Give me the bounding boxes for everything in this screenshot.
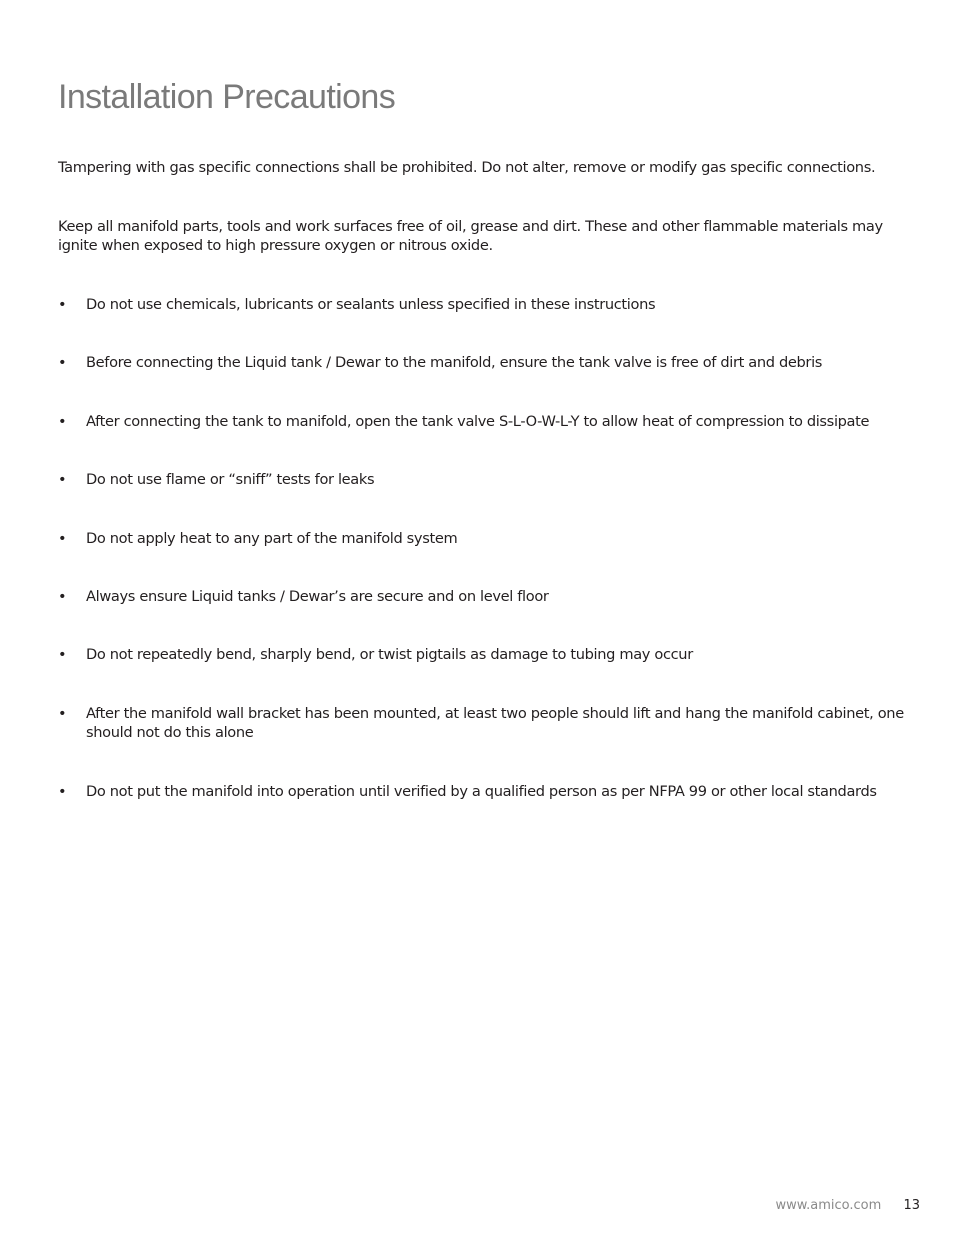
bullet-marker: • [58, 413, 67, 430]
list-item [58, 704, 908, 742]
list-item [58, 587, 908, 606]
bullet-marker: • [58, 588, 67, 605]
bullet-marker: • [58, 783, 67, 800]
list-item-text: Before connecting the Liquid tank / Dewar to the manifold, ensure the tank valve is free of dirt and debris [86, 354, 823, 371]
paragraph-keep-clean: Keep all manifold parts, tools and work surfaces free of oil, grease and dirt. These and other flammable materials may ignite when exposed to high pressure oxygen or nitrous oxide. [58, 218, 883, 254]
bullet-marker: • [58, 471, 67, 488]
list-item-text: After connecting the tank to manifold, open the tank valve S-L-O-W-L-Y to allow heat of compression to dissipate [86, 413, 870, 430]
list-item [58, 412, 908, 431]
bullet-marker: • [58, 530, 67, 547]
list-item-text: Do not use flame or “sniff” tests for leaks [86, 471, 375, 488]
page-number: 13 [903, 1198, 920, 1213]
page-footer [775, 1197, 920, 1215]
footer-url: www.amico.com [775, 1198, 882, 1213]
list-item-text: Do not repeatedly bend, sharply bend, or twist pigtails as damage to tubing may occur [86, 646, 693, 663]
list-item-text: Do not use chemicals, lubricants or sealants unless specified in these instructions [86, 296, 656, 313]
list-item-text: Do not put the manifold into operation until verified by a qualified person as per NFPA 99 or other local standards [86, 783, 877, 800]
bullet-marker: • [58, 354, 67, 371]
list-item-text: Do not apply heat to any part of the manifold system [86, 530, 458, 547]
list-item-text: After the manifold wall bracket has been mounted, at least two people should lift and hang the manifold cabinet, one should not do this alone [86, 705, 904, 741]
list-item [58, 782, 908, 801]
list-item [58, 353, 908, 372]
list-item [58, 645, 908, 664]
paragraph-gas-connections: Tampering with gas specific connections shall be prohibited. Do not alter, remove or modify gas specific connections. [58, 159, 876, 176]
list-item [58, 295, 908, 314]
bullet-marker: • [58, 705, 67, 722]
list-item-text: Always ensure Liquid tanks / Dewar’s are secure and on level floor [86, 588, 549, 605]
bullet-marker: • [58, 296, 67, 313]
bullet-marker: • [58, 646, 67, 663]
list-item [58, 470, 908, 489]
page-title: Installation Precautions [58, 78, 396, 116]
list-item [58, 529, 908, 548]
